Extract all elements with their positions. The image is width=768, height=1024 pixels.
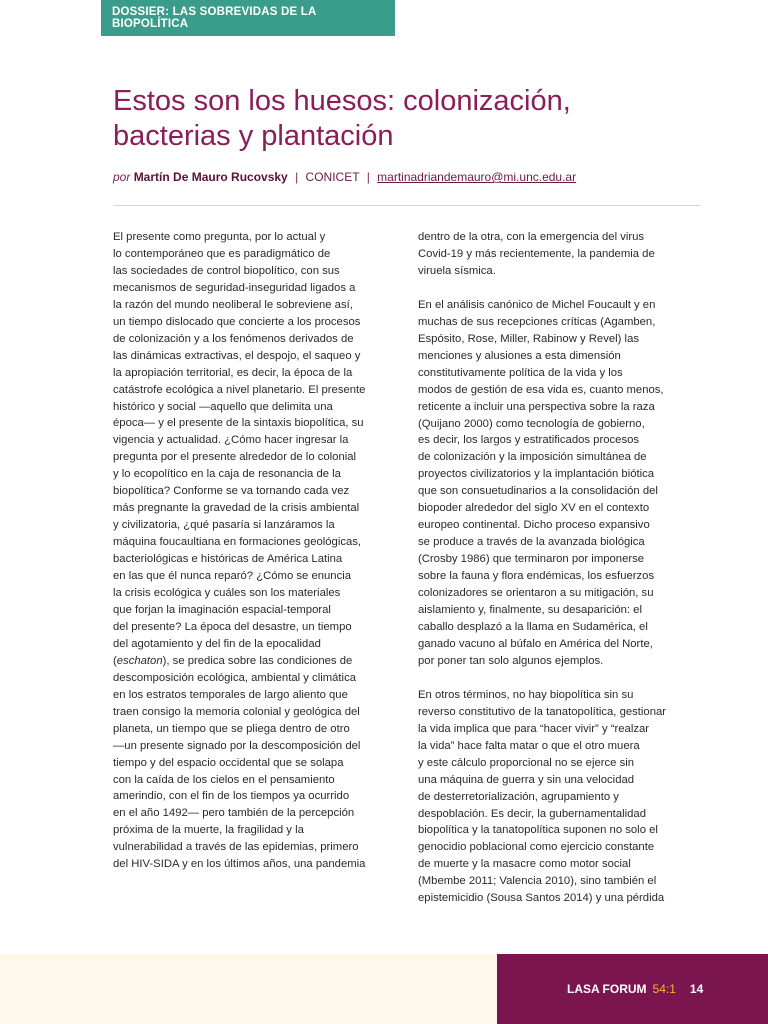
body-text-line: de muerte y la masacre como motor social (418, 858, 631, 871)
article-title (113, 84, 693, 154)
body-text-line: las sociedades de control biopolítico, con sus (113, 264, 340, 277)
body-text-line: Covid-19 y más recientemente, la pandemia de (418, 247, 655, 260)
body-text-line: europeo continental. Dicho proceso expansivo (418, 519, 650, 532)
body-text-line: una máquina de guerra y sin una velocidad (418, 773, 635, 786)
body-text-line: viruela sísmica. (418, 264, 496, 277)
article-title-line-1: Estos son los huesos: colonización, (113, 85, 571, 117)
body-text-line: (Crosby 1986) que terminaron por imponerse (418, 553, 645, 566)
body-paragraph (418, 297, 706, 670)
page-number: 14 (689, 982, 704, 996)
title-divider (113, 205, 701, 206)
body-text-line: traen consigo la memoria colonial y geológica del (113, 705, 360, 718)
body-text-line: mecanismos de seguridad-inseguridad ligados a (113, 281, 356, 294)
body-text-line: tiempo y del espacio occidental que se solapa (113, 756, 344, 769)
body-text-line: por poner tan solo algunos ejemplos. (418, 654, 604, 667)
body-paragraph (113, 229, 401, 873)
body-text-line: caballo desplazó a la llama en Sudamérica, el (418, 620, 648, 633)
body-text-line: (Quijano 2000) como tecnología de gobierno, (418, 417, 645, 430)
byline-prefix: por (113, 170, 131, 184)
body-text-line: colonizadores se orientaron a su mitigación, su (418, 587, 654, 600)
body-text-line: en el año 1492— pero también de la percepción (113, 807, 355, 820)
body-text-line: y este cálculo proporcional no se ejerce sin (418, 756, 635, 769)
body-text-line: de colonización y a los fenómenos derivados de (113, 332, 354, 345)
body-text-line: del agotamiento y del fin de la epocalidad (113, 637, 321, 650)
body-text-line: reticente a incluir una perspectiva sobre la raza (418, 400, 655, 413)
body-text-line: dentro de la otra, con la emergencia del virus (418, 231, 645, 243)
footer-band (497, 954, 768, 1024)
body-text-line: con la caída de los cielos en el pensamiento (113, 773, 335, 786)
body-text-line: En el análisis canónico de Michel Foucault y en (418, 298, 656, 311)
byline-separator: | (366, 170, 370, 184)
body-text-line: menciones y alusiones a esta dimensión (418, 349, 621, 362)
body-text-line: las dinámicas extractivas, el despojo, el saqueo y (113, 349, 361, 362)
byline (113, 170, 713, 184)
body-text-line: El presente como pregunta, por lo actual y (113, 231, 326, 243)
body-text-line: es decir, los largos y estratificados procesos (418, 434, 640, 447)
body-text-line: catástrofe ecológica a nivel planetario. El presente (113, 383, 366, 396)
body-text-line: un tiempo dislocado que concierte a los procesos (113, 315, 361, 328)
body-text-line: —un presente signado por la descomposición del (113, 739, 361, 752)
body-text-line: aislamiento y, finalmente, su desaparición: el (418, 604, 642, 617)
body-text-line: planeta, un tiempo que se pliega dentro de otro (113, 722, 350, 735)
body-text-line: del presente? La época del desastre, un tiempo (113, 620, 352, 633)
author-name: Martín De Mauro Rucovsky (133, 170, 288, 184)
issue-number: 54:1 (652, 982, 676, 996)
body-text-line: proyectos civilizatorios y la implantación biótica (418, 468, 655, 481)
body-text-line: En otros términos, no hay biopolítica sin su (418, 688, 634, 701)
body-text-line: lo contemporáneo que es paradigmático de (113, 247, 331, 260)
body-text-line: época— y el presente de la sintaxis biopolítica, su (113, 417, 364, 430)
body-text-line: en los estratos temporales de largo aliento que (113, 688, 348, 701)
body-text-line: y lo ecopolítico en la caja de resonancia de la (113, 468, 341, 481)
body-text-line: vulnerabilidad a través de las epidemias, primero (113, 841, 359, 854)
body-text-line: Espósito, Rose, Miller, Rabinow y Revel) las (418, 332, 640, 345)
body-text-line: la vida” hace falta matar o que el otro muera (418, 739, 640, 752)
body-text-line: genocidio poblacional como ejercicio constante (418, 841, 655, 854)
body-text-line: modos de gestión de esa vida es, cuanto menos, (418, 383, 664, 396)
body-text-line: reverso constitutivo de la tanatopolítica, gestionar (418, 705, 667, 718)
body-text-line: biopoder alrededor del siglo XV en el contexto (418, 502, 650, 515)
body-text-line: histórico y social —aquello que delimita una (113, 400, 333, 413)
body-text-line: descomposición ecológica, ambiental y climática (113, 671, 356, 684)
section-tab: DOSSIER: LAS SOBREVIDAS DE LA BIOPOLÍTICA (101, 0, 395, 36)
body-text-line: próxima de la muerte, la fragilidad y la (113, 824, 304, 837)
body-text-line: la apropiación territorial, es decir, la época de la (113, 366, 353, 379)
body-column-left (113, 229, 401, 890)
body-text-line: bacteriológicas e históricas de América Latina (113, 553, 343, 566)
body-paragraph (418, 229, 706, 280)
body-text-line: epistemicidio (Sousa Santos 2014) y una pérdida (418, 892, 665, 905)
body-text-line: de colonización y la imposición simultánea de (418, 451, 647, 464)
body-column-right (418, 229, 706, 924)
body-text-line: y civilizatoria, ¿qué pasaría si lanzáramos la (113, 519, 335, 532)
body-text-line: máquina foucaultiana en formaciones geológicas, (113, 536, 362, 549)
body-text-line: (eschaton), se predica sobre las condiciones de (113, 654, 353, 667)
body-text-line: amerindio, con el fin de los tiempos ya ocurrido (113, 790, 350, 803)
author-email-link[interactable]: martinadriandemauro@mi.unc.edu.ar (377, 170, 577, 184)
body-text-line: pregunta por el presente alrededor de lo colonial (113, 451, 357, 464)
body-text-line: (Mbembe 2011; Valencia 2010), sino también el (418, 875, 657, 888)
body-text-line: biopolítica? Conforme se va tornando cada vez (113, 485, 350, 498)
body-text-line: constitutivamente política de la vida y los (418, 366, 623, 379)
body-text-line: la crisis ecológica y cuáles son los materiales (113, 587, 341, 600)
body-text-line: vigencia y actualidad. ¿Cómo hacer ingresar la (113, 434, 349, 447)
body-text-line: más pregnante la gravedad de la crisis ambiental (113, 502, 360, 515)
body-paragraph (418, 687, 706, 907)
body-text-line: muchas de sus recepciones críticas (Agamben, (418, 315, 656, 328)
body-text-line: ganado vacuno al búfalo en América del Norte, (418, 637, 653, 650)
body-text-line: biopolítica y la tanatopolítica suponen no solo el (418, 824, 658, 837)
body-text-line: despoblación. Es decir, la gubernamentalidad (418, 807, 646, 820)
byline-separator: | (295, 170, 299, 184)
body-text-line: que son consuetudinarios a la consolidación del (418, 485, 658, 498)
body-text-line: la razón del mundo neoliberal le sobreviene así, (113, 298, 353, 311)
body-text-line: en las que él nunca reparó? ¿Cómo se enuncia (113, 570, 352, 583)
author-affiliation: CONICET (305, 170, 360, 184)
body-text-line: que forjan la imaginación espacial-temporal (113, 603, 331, 616)
body-text-line: de desterretorialización, agrupamiento y (418, 790, 619, 803)
body-text-line: del HIV-SIDA y en los últimos años, una pandemia (113, 858, 366, 871)
article-title-line-2: bacterias y plantación (113, 120, 394, 152)
body-text-line: la vida implica que para “hacer vivir” y “realzar (418, 722, 650, 735)
body-text-line: sobre la fauna y flora endémicas, los esfuerzos (418, 570, 655, 583)
publication-name: LASA FORUM (567, 982, 647, 996)
body-text-line: se produce a través de la avanzada biológica (418, 536, 645, 549)
